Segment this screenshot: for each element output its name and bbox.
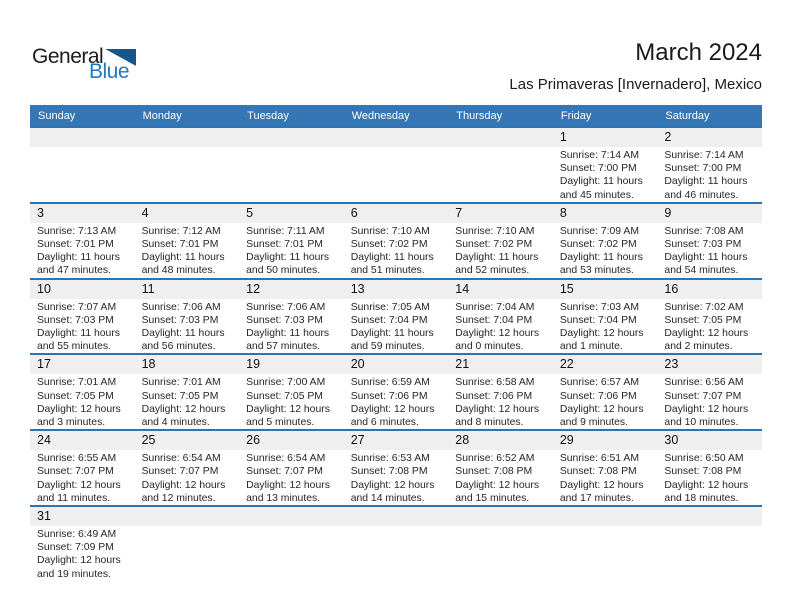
day-sunrise-text: Sunrise: 7:01 AM bbox=[141, 377, 221, 389]
day-daylight-text: Daylight: 11 hours and 54 minutes. bbox=[664, 252, 748, 277]
day-daylight-text: Daylight: 12 hours and 11 minutes. bbox=[37, 479, 121, 504]
day-daylight-text: Daylight: 11 hours and 59 minutes. bbox=[350, 328, 434, 353]
day-number: 16 bbox=[657, 280, 762, 299]
week-row bbox=[30, 202, 762, 278]
empty-day-cell bbox=[448, 507, 553, 581]
day-cell bbox=[30, 355, 135, 429]
day-sunrise-text: Sunrise: 7:10 AM bbox=[455, 225, 535, 237]
day-daylight-text: Daylight: 11 hours and 50 minutes. bbox=[246, 252, 330, 277]
weekday-cell-tuesday: Tuesday bbox=[247, 109, 289, 122]
day-number: 25 bbox=[135, 431, 240, 450]
header-titles bbox=[509, 38, 762, 96]
day-number: 30 bbox=[657, 431, 762, 450]
day-number: 28 bbox=[448, 431, 553, 450]
day-sunset-text: Sunset: 7:01 PM bbox=[246, 239, 323, 251]
day-daylight-text: Daylight: 11 hours and 46 minutes. bbox=[664, 176, 748, 201]
day-sunset-text: Sunset: 7:04 PM bbox=[455, 314, 533, 326]
day-cell bbox=[135, 204, 240, 278]
general-blue-logo bbox=[32, 46, 136, 83]
day-details bbox=[239, 299, 344, 354]
day-cell bbox=[657, 355, 762, 429]
day-daylight-text: Daylight: 12 hours and 19 minutes. bbox=[37, 555, 121, 580]
day-sunrise-text: Sunrise: 6:54 AM bbox=[141, 453, 221, 465]
day-sunrise-text: Sunrise: 6:50 AM bbox=[664, 453, 744, 465]
calendar-subtitle: Las Primaveras [Invernadero], Mexico bbox=[509, 76, 762, 93]
day-number: 29 bbox=[553, 431, 658, 450]
day-details bbox=[448, 223, 553, 278]
day-cell bbox=[30, 431, 135, 505]
empty-day-cell bbox=[553, 507, 658, 581]
day-details bbox=[448, 450, 553, 505]
day-sunset-text: Sunset: 7:08 PM bbox=[664, 466, 742, 478]
day-number: 1 bbox=[553, 128, 658, 147]
day-number: 4 bbox=[135, 204, 240, 223]
day-number bbox=[30, 128, 135, 147]
day-cell bbox=[553, 431, 658, 505]
empty-day-cell bbox=[344, 507, 449, 581]
day-number: 26 bbox=[239, 431, 344, 450]
day-cell bbox=[239, 431, 344, 505]
day-cell bbox=[553, 128, 658, 202]
calendar-title: March 2024 bbox=[635, 39, 762, 66]
day-number: 6 bbox=[344, 204, 449, 223]
day-sunset-text: Sunset: 7:02 PM bbox=[350, 239, 428, 251]
day-number bbox=[657, 507, 762, 526]
empty-day-cell bbox=[30, 128, 135, 202]
day-details bbox=[239, 374, 344, 429]
day-cell bbox=[30, 280, 135, 354]
day-details bbox=[344, 299, 449, 354]
day-number: 5 bbox=[239, 204, 344, 223]
day-sunset-text: Sunset: 7:07 PM bbox=[37, 466, 114, 478]
day-daylight-text: Daylight: 12 hours and 2 minutes. bbox=[664, 328, 749, 353]
day-sunset-text: Sunset: 7:01 PM bbox=[37, 239, 114, 251]
day-daylight-text: Daylight: 12 hours and 5 minutes. bbox=[246, 403, 330, 429]
day-details bbox=[448, 299, 553, 354]
day-sunrise-text: Sunrise: 7:03 AM bbox=[559, 301, 639, 313]
day-sunrise-text: Sunrise: 7:08 AM bbox=[664, 225, 744, 237]
day-sunset-text: Sunset: 7:03 PM bbox=[141, 314, 219, 326]
day-sunrise-text: Sunrise: 7:10 AM bbox=[350, 225, 430, 237]
empty-day-cell bbox=[135, 507, 240, 581]
day-sunrise-text: Sunrise: 6:58 AM bbox=[455, 377, 535, 389]
day-sunset-text: Sunset: 7:05 PM bbox=[246, 390, 323, 402]
day-number bbox=[553, 507, 658, 526]
day-details bbox=[30, 299, 135, 354]
empty-day-cell bbox=[239, 507, 344, 581]
day-number: 27 bbox=[344, 431, 449, 450]
day-number: 23 bbox=[657, 355, 762, 374]
day-sunset-text: Sunset: 7:09 PM bbox=[37, 542, 114, 554]
day-cell bbox=[344, 204, 449, 278]
weeks-container bbox=[30, 126, 762, 581]
day-daylight-text: Daylight: 11 hours and 53 minutes. bbox=[559, 252, 643, 277]
day-number bbox=[448, 128, 553, 147]
day-daylight-text: Daylight: 11 hours and 47 minutes. bbox=[37, 252, 120, 277]
day-number: 14 bbox=[448, 280, 553, 299]
day-cell bbox=[344, 280, 449, 354]
day-cell bbox=[448, 280, 553, 354]
day-daylight-text: Daylight: 12 hours and 18 minutes. bbox=[664, 479, 749, 504]
day-sunset-text: Sunset: 7:00 PM bbox=[559, 163, 637, 175]
day-daylight-text: Daylight: 12 hours and 9 minutes. bbox=[559, 403, 644, 429]
day-details bbox=[657, 450, 762, 505]
day-number: 3 bbox=[30, 204, 135, 223]
day-sunrise-text: Sunrise: 6:56 AM bbox=[664, 377, 744, 389]
day-daylight-text: Daylight: 12 hours and 12 minutes. bbox=[141, 479, 226, 504]
day-sunrise-text: Sunrise: 7:04 AM bbox=[455, 301, 535, 313]
day-details bbox=[553, 299, 658, 354]
day-daylight-text: Daylight: 12 hours and 4 minutes. bbox=[141, 403, 226, 429]
day-sunset-text: Sunset: 7:07 PM bbox=[246, 466, 323, 478]
day-number: 20 bbox=[344, 355, 449, 374]
day-sunset-text: Sunset: 7:03 PM bbox=[37, 314, 114, 326]
day-cell bbox=[239, 280, 344, 354]
weekday-header bbox=[30, 105, 762, 126]
day-sunset-text: Sunset: 7:04 PM bbox=[350, 314, 428, 326]
day-cell bbox=[30, 507, 135, 581]
day-cell bbox=[553, 204, 658, 278]
day-cell bbox=[344, 355, 449, 429]
day-cell bbox=[135, 431, 240, 505]
day-details bbox=[135, 450, 240, 505]
day-details bbox=[239, 450, 344, 505]
day-sunset-text: Sunset: 7:06 PM bbox=[350, 390, 428, 402]
weekday-cell-monday: Monday bbox=[142, 109, 182, 122]
day-sunrise-text: Sunrise: 6:49 AM bbox=[37, 529, 117, 541]
day-daylight-text: Daylight: 11 hours and 52 minutes. bbox=[455, 252, 539, 277]
day-daylight-text: Daylight: 12 hours and 15 minutes. bbox=[455, 479, 540, 504]
day-sunset-text: Sunset: 7:05 PM bbox=[664, 314, 742, 326]
day-sunrise-text: Sunrise: 7:09 AM bbox=[559, 225, 639, 237]
day-number: 7 bbox=[448, 204, 553, 223]
day-sunset-text: Sunset: 7:01 PM bbox=[141, 239, 219, 251]
day-sunset-text: Sunset: 7:00 PM bbox=[664, 163, 742, 175]
empty-day-cell bbox=[657, 507, 762, 581]
day-number: 2 bbox=[657, 128, 762, 147]
day-details bbox=[448, 374, 553, 429]
day-number bbox=[135, 507, 240, 526]
day-number: 12 bbox=[239, 280, 344, 299]
day-number: 18 bbox=[135, 355, 240, 374]
day-daylight-text: Daylight: 12 hours and 8 minutes. bbox=[455, 403, 540, 429]
day-details bbox=[344, 223, 449, 278]
empty-day-cell bbox=[239, 128, 344, 202]
day-sunset-text: Sunset: 7:08 PM bbox=[350, 466, 428, 478]
day-details bbox=[657, 223, 762, 278]
week-row bbox=[30, 353, 762, 429]
day-sunrise-text: Sunrise: 7:14 AM bbox=[664, 150, 744, 161]
day-daylight-text: Daylight: 12 hours and 10 minutes. bbox=[664, 403, 749, 429]
day-cell bbox=[135, 280, 240, 354]
day-number: 8 bbox=[553, 204, 658, 223]
day-sunset-text: Sunset: 7:03 PM bbox=[246, 314, 323, 326]
day-details bbox=[30, 223, 135, 278]
day-details bbox=[239, 223, 344, 278]
day-details bbox=[553, 147, 658, 202]
day-number: 10 bbox=[30, 280, 135, 299]
day-number: 15 bbox=[553, 280, 658, 299]
logo-text-blue: Blue bbox=[89, 60, 130, 83]
day-sunrise-text: Sunrise: 6:55 AM bbox=[37, 453, 117, 465]
day-sunset-text: Sunset: 7:06 PM bbox=[559, 390, 637, 402]
day-details bbox=[553, 450, 658, 505]
day-daylight-text: Daylight: 12 hours and 13 minutes. bbox=[246, 479, 330, 504]
day-details bbox=[30, 450, 135, 505]
day-sunrise-text: Sunrise: 7:11 AM bbox=[246, 225, 325, 237]
day-details bbox=[344, 450, 449, 505]
day-details bbox=[657, 299, 762, 354]
day-cell bbox=[448, 431, 553, 505]
day-cell bbox=[448, 204, 553, 278]
weekday-cell-wednesday: Wednesday bbox=[351, 109, 410, 122]
day-daylight-text: Daylight: 12 hours and 1 minute. bbox=[559, 328, 644, 353]
day-sunrise-text: Sunrise: 6:54 AM bbox=[246, 453, 326, 465]
day-sunset-text: Sunset: 7:05 PM bbox=[141, 390, 219, 402]
day-sunrise-text: Sunrise: 7:01 AM bbox=[37, 377, 117, 389]
day-sunset-text: Sunset: 7:03 PM bbox=[664, 239, 742, 251]
week-row bbox=[30, 505, 762, 581]
day-details bbox=[30, 374, 135, 429]
day-daylight-text: Daylight: 11 hours and 45 minutes. bbox=[559, 176, 643, 201]
day-details bbox=[657, 147, 762, 202]
day-daylight-text: Daylight: 11 hours and 56 minutes. bbox=[141, 328, 225, 353]
day-sunrise-text: Sunrise: 7:12 AM bbox=[141, 225, 221, 237]
day-cell bbox=[657, 128, 762, 202]
day-number: 31 bbox=[30, 507, 135, 526]
day-sunrise-text: Sunrise: 7:05 AM bbox=[350, 301, 430, 313]
day-sunset-text: Sunset: 7:07 PM bbox=[141, 466, 219, 478]
day-sunrise-text: Sunrise: 6:57 AM bbox=[559, 377, 639, 389]
day-sunrise-text: Sunrise: 7:00 AM bbox=[246, 377, 326, 389]
day-cell bbox=[657, 431, 762, 505]
day-daylight-text: Daylight: 11 hours and 57 minutes. bbox=[246, 328, 330, 353]
day-number: 9 bbox=[657, 204, 762, 223]
day-number bbox=[135, 128, 240, 147]
calendar-grid bbox=[30, 105, 762, 581]
day-number: 24 bbox=[30, 431, 135, 450]
day-sunrise-text: Sunrise: 6:52 AM bbox=[455, 453, 535, 465]
day-daylight-text: Daylight: 12 hours and 3 minutes. bbox=[37, 403, 121, 429]
day-number: 11 bbox=[135, 280, 240, 299]
day-cell bbox=[553, 355, 658, 429]
day-daylight-text: Daylight: 12 hours and 17 minutes. bbox=[559, 479, 644, 504]
day-daylight-text: Daylight: 11 hours and 51 minutes. bbox=[350, 252, 434, 277]
day-sunset-text: Sunset: 7:08 PM bbox=[455, 466, 533, 478]
day-cell bbox=[135, 355, 240, 429]
day-details bbox=[344, 374, 449, 429]
day-sunrise-text: Sunrise: 6:59 AM bbox=[350, 377, 430, 389]
day-details bbox=[657, 374, 762, 429]
day-sunrise-text: Sunrise: 7:06 AM bbox=[141, 301, 221, 313]
day-number: 21 bbox=[448, 355, 553, 374]
day-number bbox=[448, 507, 553, 526]
day-number: 19 bbox=[239, 355, 344, 374]
day-sunrise-text: Sunrise: 7:07 AM bbox=[37, 301, 117, 313]
day-sunset-text: Sunset: 7:02 PM bbox=[559, 239, 637, 251]
day-details bbox=[135, 223, 240, 278]
week-row bbox=[30, 278, 762, 354]
logo-text-general: General bbox=[32, 45, 104, 68]
day-sunrise-text: Sunrise: 7:13 AM bbox=[37, 225, 117, 237]
week-row bbox=[30, 429, 762, 505]
day-daylight-text: Daylight: 11 hours and 55 minutes. bbox=[37, 328, 120, 353]
day-sunset-text: Sunset: 7:08 PM bbox=[559, 466, 637, 478]
empty-day-cell bbox=[135, 128, 240, 202]
day-cell bbox=[344, 431, 449, 505]
day-daylight-text: Daylight: 12 hours and 0 minutes. bbox=[455, 328, 540, 353]
day-details bbox=[30, 526, 135, 581]
day-number bbox=[239, 128, 344, 147]
day-daylight-text: Daylight: 11 hours and 48 minutes. bbox=[141, 252, 225, 277]
day-sunrise-text: Sunrise: 6:51 AM bbox=[559, 453, 639, 465]
day-sunrise-text: Sunrise: 7:02 AM bbox=[664, 301, 744, 313]
week-row bbox=[30, 126, 762, 202]
day-sunset-text: Sunset: 7:07 PM bbox=[664, 390, 742, 402]
weekday-cell-thursday: Thursday bbox=[456, 109, 503, 122]
day-number bbox=[239, 507, 344, 526]
empty-day-cell bbox=[344, 128, 449, 202]
day-sunset-text: Sunset: 7:05 PM bbox=[37, 390, 114, 402]
day-number: 13 bbox=[344, 280, 449, 299]
day-cell bbox=[239, 355, 344, 429]
day-number: 22 bbox=[553, 355, 658, 374]
day-details bbox=[135, 299, 240, 354]
day-details bbox=[135, 374, 240, 429]
weekday-cell-saturday: Saturday bbox=[665, 109, 710, 122]
day-number: 17 bbox=[30, 355, 135, 374]
day-sunset-text: Sunset: 7:06 PM bbox=[455, 390, 533, 402]
day-details bbox=[553, 223, 658, 278]
day-sunset-text: Sunset: 7:04 PM bbox=[559, 314, 637, 326]
day-sunrise-text: Sunrise: 6:53 AM bbox=[350, 453, 430, 465]
day-cell bbox=[657, 280, 762, 354]
weekday-cell-sunday: Sunday bbox=[38, 109, 76, 122]
day-daylight-text: Daylight: 12 hours and 14 minutes. bbox=[350, 479, 435, 504]
empty-day-cell bbox=[448, 128, 553, 202]
day-cell bbox=[553, 280, 658, 354]
day-details bbox=[553, 374, 658, 429]
day-daylight-text: Daylight: 12 hours and 6 minutes. bbox=[350, 403, 435, 429]
day-cell bbox=[30, 204, 135, 278]
day-sunrise-text: Sunrise: 7:14 AM bbox=[559, 150, 639, 161]
day-number bbox=[344, 507, 449, 526]
day-cell bbox=[657, 204, 762, 278]
day-number bbox=[344, 128, 449, 147]
day-sunset-text: Sunset: 7:02 PM bbox=[455, 239, 533, 251]
day-cell bbox=[448, 355, 553, 429]
day-sunrise-text: Sunrise: 7:06 AM bbox=[246, 301, 326, 313]
weekday-cell-friday: Friday bbox=[560, 109, 592, 122]
day-cell bbox=[239, 204, 344, 278]
